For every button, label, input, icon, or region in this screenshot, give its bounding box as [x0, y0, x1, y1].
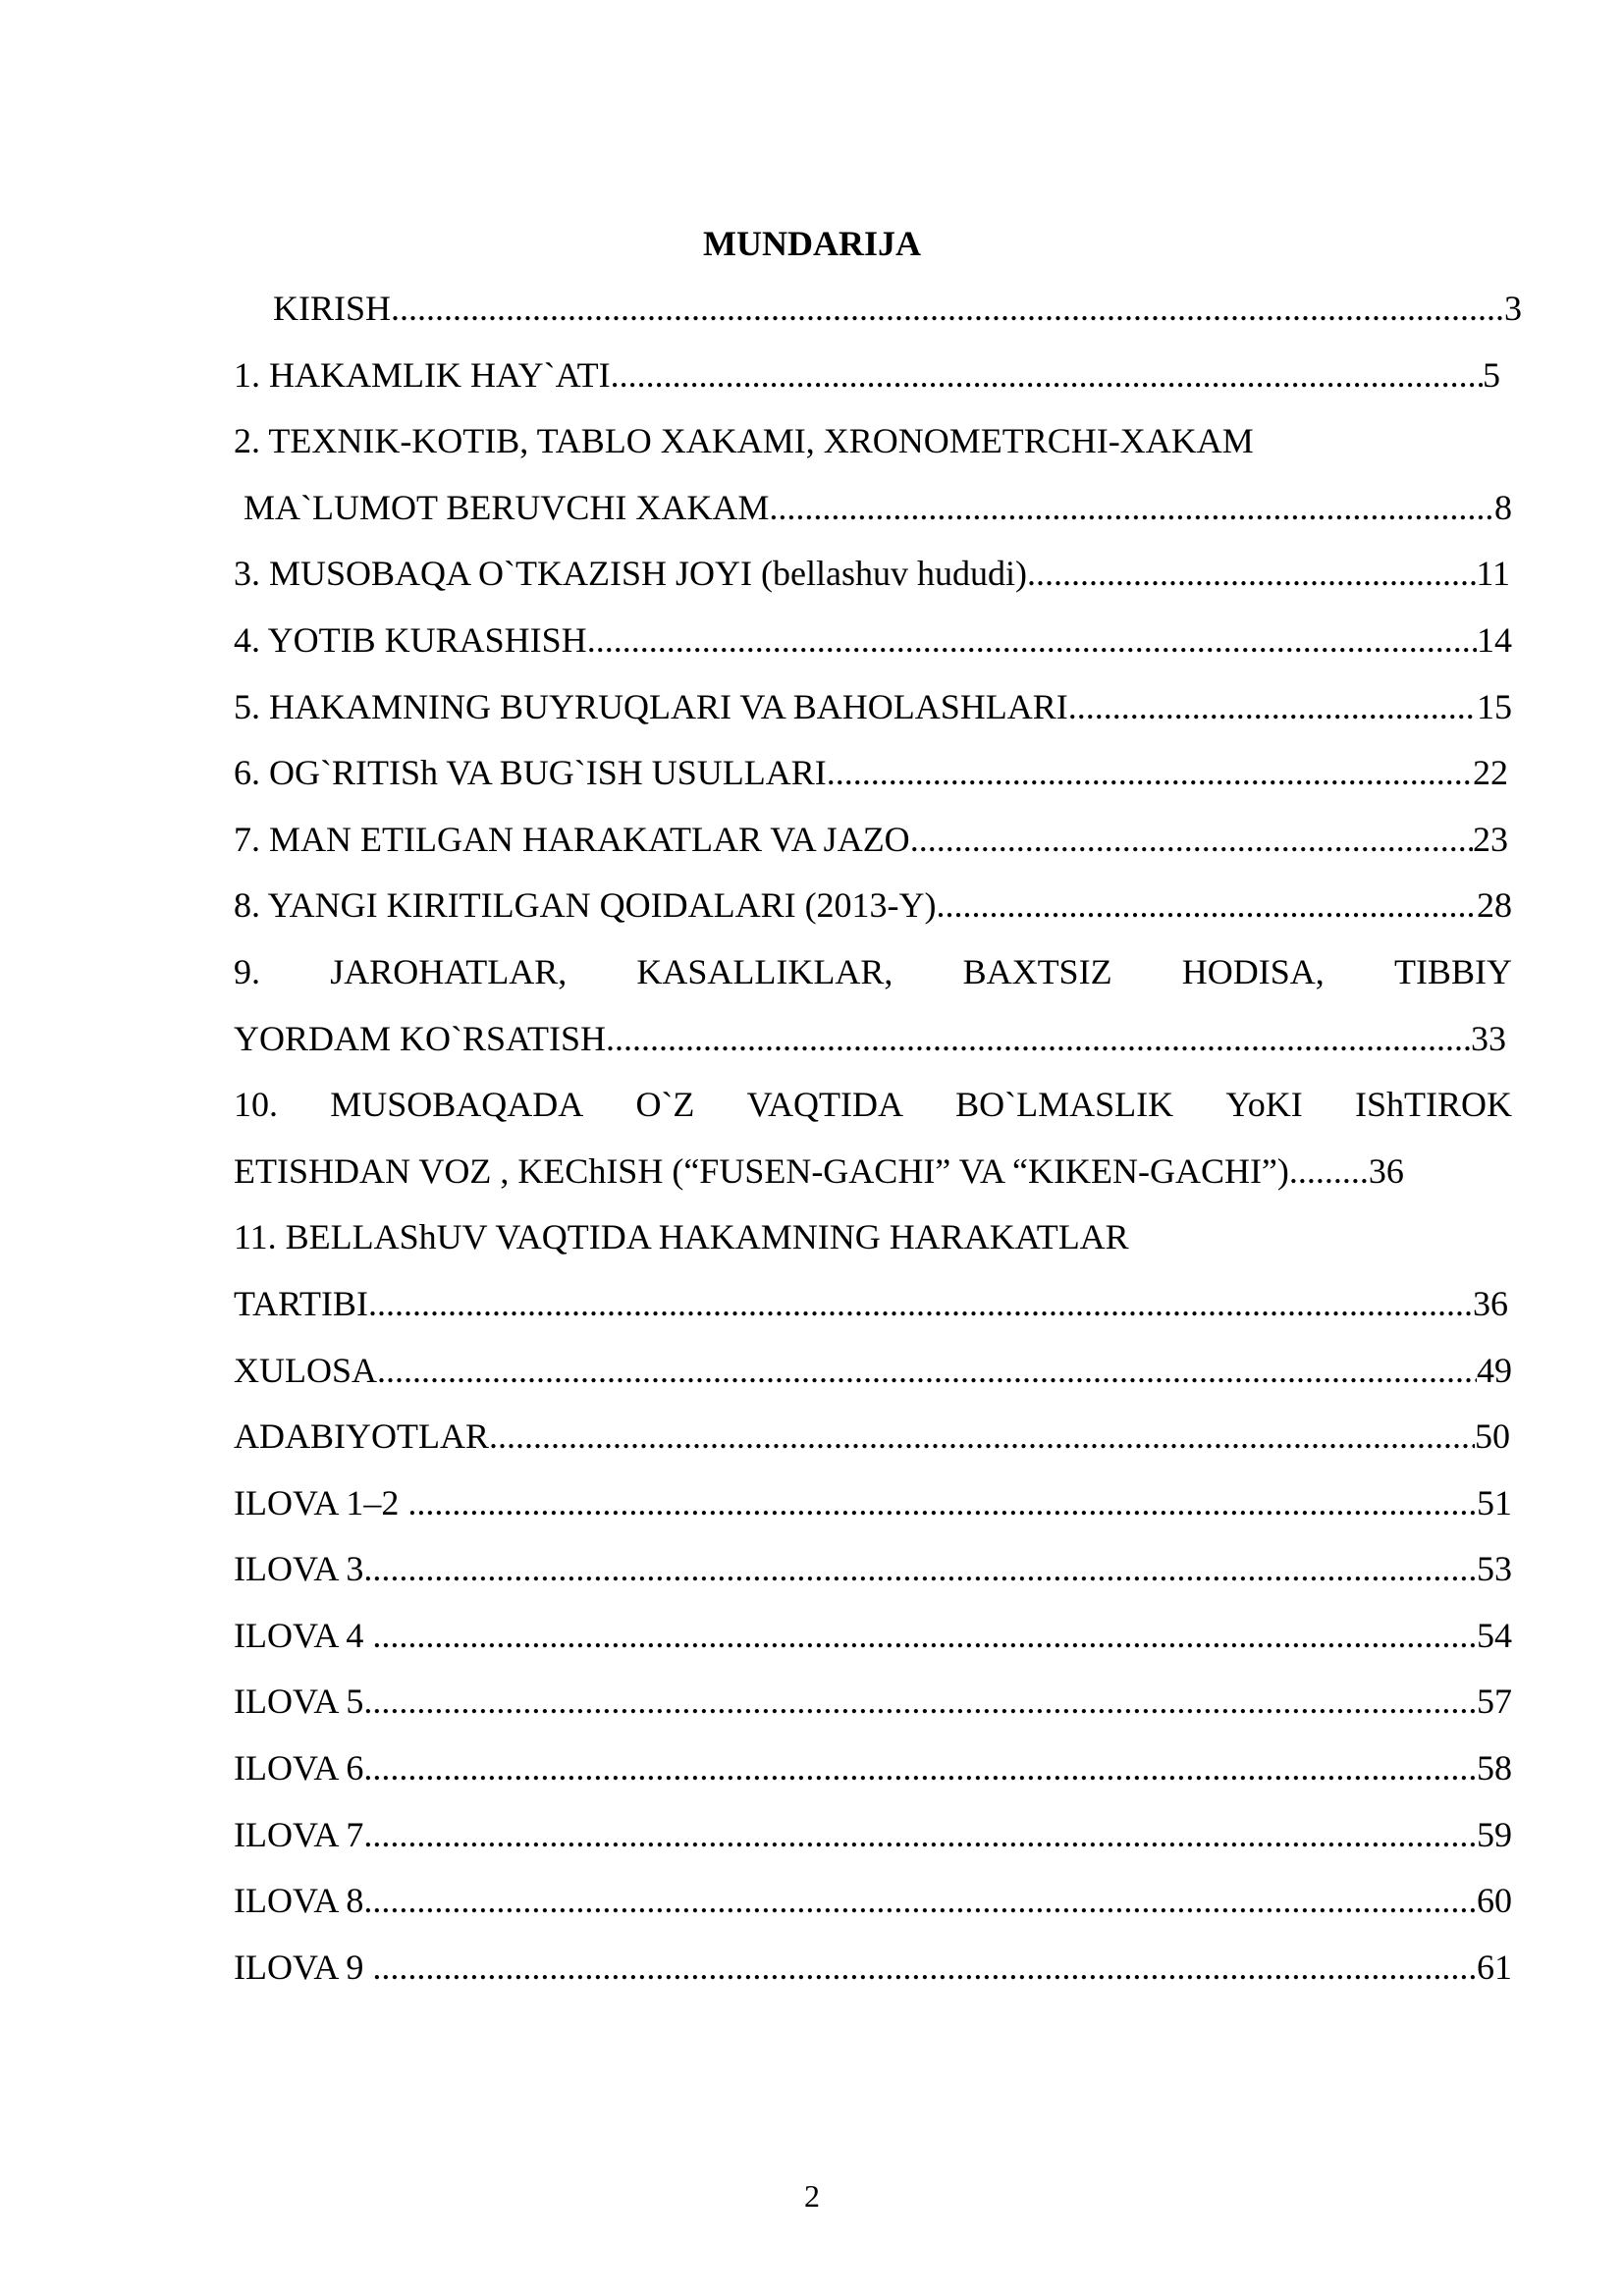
toc-entry-3	[234, 548, 1510, 614]
toc-word: IShTIROK	[1354, 1085, 1512, 1125]
toc-entry-page: 57	[1477, 1682, 1512, 1722]
toc-entry-label: ILOVA 8	[234, 1881, 364, 1921]
toc-entry-page: 58	[1477, 1748, 1512, 1789]
toc-entry-2	[234, 482, 1512, 549]
toc-entry-page: 23	[1473, 819, 1508, 859]
dot-leader	[1068, 681, 1477, 732]
dot-leader	[372, 1610, 1477, 1661]
toc-entry-ilova-6	[234, 1742, 1512, 1809]
toc-entry-label: ADABIYOTLAR	[234, 1416, 489, 1457]
toc-entry-page: 22	[1473, 753, 1508, 793]
dot-leader	[1027, 548, 1476, 599]
dot-leader	[372, 1942, 1477, 1993]
dot-leader	[407, 1477, 1477, 1528]
toc-entry-adabiyotlar	[234, 1411, 1510, 1477]
toc-word: TIBBIY	[1393, 951, 1512, 991]
toc-entry-11-line1	[234, 1211, 1512, 1278]
toc-entry-7	[234, 814, 1508, 881]
dot-leader	[391, 283, 1504, 334]
toc-entry-2-line1	[234, 415, 1512, 482]
dot-leader	[769, 482, 1494, 533]
toc-entry-page: 15	[1477, 686, 1512, 726]
toc-entry-page: 28	[1477, 885, 1512, 926]
toc-entry-page: 59	[1477, 1814, 1512, 1854]
toc-entry-page: 14	[1477, 619, 1512, 660]
page-number: 2	[804, 2178, 820, 2214]
toc-entry-label: 5. HAKAMNING BUYRUQLARI VA BAHOLASHLARI	[234, 686, 1068, 726]
dot-leader	[377, 1345, 1477, 1396]
toc-entry-label: ILOVA 9	[234, 1947, 373, 1987]
table-of-contents	[234, 283, 1522, 2007]
toc-entry-label: ETISHDAN VOZ , KEChISH (“FUSEN-GACHI” VA “KIKEN-GACHI”).........36	[234, 1150, 1404, 1191]
toc-entry-label: ILOVA 7	[234, 1814, 364, 1854]
toc-word: YoKI	[1225, 1085, 1303, 1125]
toc-entry-label: ILOVA 5	[234, 1682, 364, 1722]
toc-entry-label: 11. BELLAShUV VAQTIDA HAKAMNING HARAKATLAR	[234, 1217, 1129, 1257]
toc-entry-ilova-8	[234, 1875, 1512, 1942]
toc-word: VAQTIDA	[746, 1085, 903, 1125]
toc-entry-9-line1	[234, 946, 1512, 1013]
dot-leader	[363, 1543, 1477, 1594]
toc-entry-label: 7. MAN ETILGAN HARAKATLAR VA JAZO	[234, 819, 910, 859]
dot-leader	[363, 1875, 1477, 1926]
toc-entry-label: ILOVA 1–2	[234, 1482, 408, 1522]
toc-entry-5	[234, 681, 1512, 748]
toc-entry-label: KIRISH	[273, 289, 392, 328]
toc-entry-ilova-5	[234, 1676, 1512, 1742]
toc-entry-ilova-7	[234, 1809, 1512, 1876]
dot-leader	[587, 614, 1477, 666]
toc-word: BO`LMASLIK	[955, 1085, 1174, 1125]
toc-entry-ilova-4	[234, 1610, 1512, 1677]
toc-entry-label: 6. OG`RITISh VA BUG`ISH USULLARI	[234, 753, 827, 793]
toc-word: HODISA,	[1181, 951, 1325, 991]
toc-entry-page: 33	[1471, 1018, 1506, 1058]
dot-leader	[363, 1809, 1477, 1860]
toc-entry-ilova-3	[234, 1543, 1512, 1610]
dot-leader	[363, 1742, 1477, 1793]
toc-word: 9.	[234, 951, 260, 991]
toc-entry-xulosa	[234, 1345, 1512, 1412]
toc-entry-page: 49	[1477, 1350, 1512, 1390]
toc-entry-label: 4. YOTIB KURASHISH	[234, 619, 587, 660]
toc-entry-9	[234, 1013, 1506, 1080]
toc-entry-ilova-1-2	[234, 1477, 1512, 1544]
toc-entry-1	[234, 349, 1500, 416]
dot-leader	[937, 880, 1477, 931]
dot-leader	[910, 814, 1473, 865]
dot-leader	[611, 349, 1483, 400]
toc-word: KASALLIKLAR,	[636, 951, 893, 991]
toc-entry-page: 50	[1475, 1416, 1510, 1457]
toc-entry-label: ILOVA 6	[234, 1748, 364, 1789]
toc-entry-page: 54	[1477, 1615, 1512, 1655]
dot-leader	[489, 1411, 1475, 1462]
toc-entry-label: TARTIBI	[234, 1283, 368, 1323]
toc-entry-label: 3. MUSOBAQA O`TKAZISH JOYI (bellashuv hududi)	[234, 554, 1027, 594]
toc-entry-8	[234, 880, 1512, 946]
toc-entry-label: ILOVA 3	[234, 1549, 364, 1589]
dot-leader	[363, 1676, 1477, 1727]
dot-leader	[606, 1013, 1471, 1064]
toc-word: 10.	[234, 1085, 278, 1125]
toc-entry-label: 1. HAKAMLIK HAY`ATI	[234, 354, 611, 395]
page-title: MUNDARIJA	[703, 224, 921, 263]
toc-entry-page: 5	[1483, 354, 1500, 395]
toc-entry-page: 51	[1477, 1482, 1512, 1522]
toc-entry-10	[234, 1146, 1512, 1212]
toc-word: MUSOBAQADA	[330, 1085, 584, 1125]
toc-word: JAROHATLAR,	[330, 951, 568, 991]
toc-entry-page: 11	[1476, 554, 1510, 594]
toc-entry-label: 8. YANGI KIRITILGAN QOIDALARI (2013-Y)	[234, 885, 937, 926]
toc-entry-page: 8	[1494, 487, 1512, 527]
toc-entry-10-line1	[234, 1079, 1512, 1146]
toc-entry-page: 36	[1473, 1283, 1508, 1323]
toc-entry-page: 60	[1477, 1881, 1512, 1921]
toc-word: O`Z	[635, 1085, 695, 1125]
dot-leader	[368, 1278, 1473, 1329]
toc-entry-page: 3	[1504, 289, 1522, 328]
toc-word: BAXTSIZ	[962, 951, 1112, 991]
toc-entry-label: ILOVA 4	[234, 1615, 373, 1655]
toc-entry-label: XULOSA	[234, 1350, 378, 1390]
toc-entry-page: 53	[1477, 1549, 1512, 1589]
toc-entry-page: 61	[1477, 1947, 1512, 1987]
toc-entry-label: 2. TEXNIK-KOTIB, TABLO XAKAMI, XRONOMETRCHI-XAKAM	[234, 421, 1254, 461]
toc-entry-label: YORDAM KO`RSATISH	[234, 1018, 607, 1058]
toc-entry-label: MA`LUMOT BERUVCHI XAKAM	[244, 487, 770, 527]
toc-entry-6	[234, 747, 1508, 814]
toc-entry-4	[234, 614, 1512, 681]
toc-entry-kirish	[234, 283, 1522, 349]
toc-entry-11	[234, 1278, 1508, 1345]
toc-entry-ilova-9	[234, 1942, 1512, 2008]
dot-leader	[827, 747, 1473, 798]
